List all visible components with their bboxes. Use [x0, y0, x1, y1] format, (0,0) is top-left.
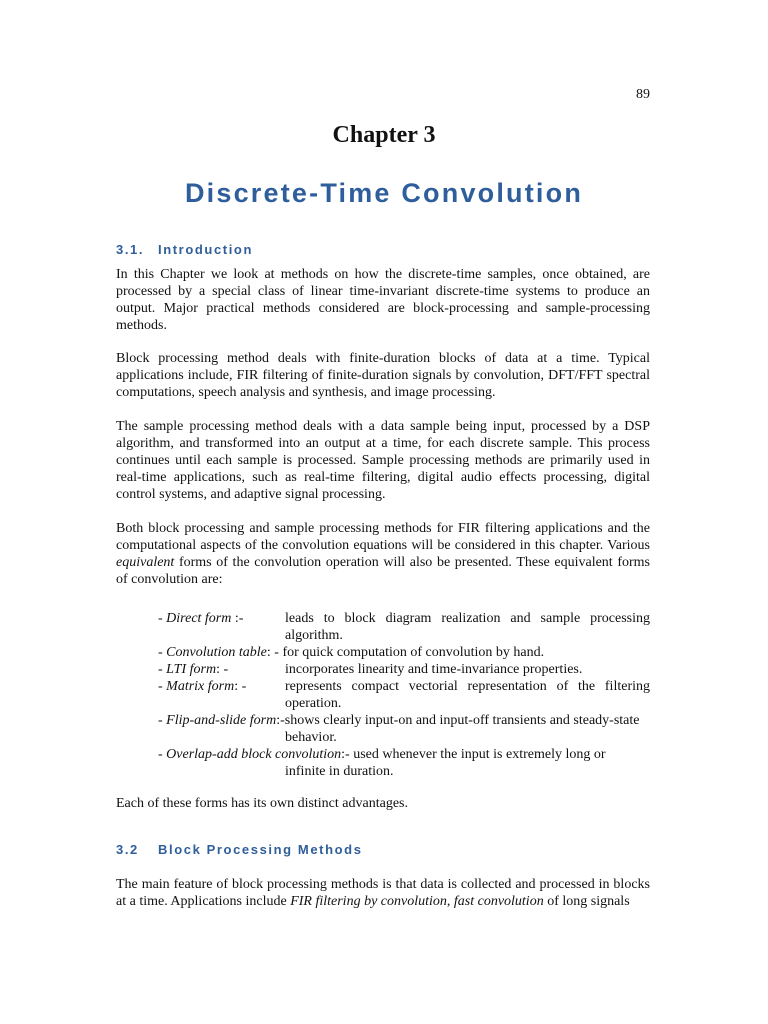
- forms-paragraph-emphasis: equivalent: [116, 555, 175, 570]
- intro-paragraph-2: Block processing method deals with finite-duration blocks of data at a time. Typical applications include, FIR filtering of finite-duration signals by convolution, DFT/FFT spectral computations, speech analysis and synthesis, and image processing.: [116, 351, 650, 400]
- form-description: for quick computation of convolution by hand.: [282, 645, 545, 660]
- emphasis-text: fast convolution: [453, 894, 544, 909]
- section-title: Block Processing Methods: [158, 842, 363, 857]
- form-term: - Convolution table: -: [158, 645, 283, 660]
- form-term: - Direct form :-: [158, 611, 244, 626]
- form-description: leads to block diagram realization and sample processing algorithm.: [285, 611, 650, 643]
- intro-paragraph-1: In this Chapter we look at methods on how the discrete-time samples, once obtained, are processed by a special class of linear time-invariant discrete-time systems to produce an output. Major practical methods considered are block-processing and sample-processing methods.: [116, 267, 650, 333]
- section-number: 3.2: [116, 842, 139, 857]
- form-description: represents compact vectorial representation of the filtering operation.: [285, 679, 650, 711]
- form-item-overlap-add: [158, 746, 650, 763]
- forms-paragraph: [116, 520, 650, 588]
- form-term: - Overlap-add block convolution:-: [158, 747, 354, 762]
- forms-closing: Each of these forms has its own distinct advantages.: [116, 796, 408, 811]
- form-description: used whenever the input is extremely long or: [353, 747, 606, 762]
- emphasis-text: FIR filtering by convolution: [290, 894, 447, 909]
- form-description-continued: behavior.: [285, 730, 337, 745]
- chapter-title: Discrete-Time Convolution: [184, 178, 584, 208]
- form-item-direct: [158, 610, 650, 644]
- form-item-lti: [158, 661, 650, 678]
- form-term: - LTI form: -: [158, 662, 229, 677]
- section-title: Introduction: [158, 242, 254, 257]
- section-heading-introduction: [116, 242, 253, 257]
- form-term: - Matrix form: -: [158, 679, 247, 694]
- form-item-flip-and-slide: [158, 712, 650, 729]
- form-term: - Flip-and-slide form:-: [158, 713, 285, 728]
- convolution-forms-list: [158, 610, 650, 780]
- section-heading-block-processing: [116, 842, 363, 857]
- block-processing-paragraph: The main feature of block processing methods is that data is collected and processed in blocks at a time. Applications include FIR filtering by convolution, fast convolution of long signals: [116, 877, 650, 909]
- intro-paragraph-3: The sample processing method deals with a data sample being input, processed by a DSP algorithm, and transformed into an output at a time, for each discrete sample. This process continues until each sample is processed. Sample processing methods are primarily used in real-time applications, such as real-time filtering, digital audio effects processing, digital control systems, and adaptive signal processing.: [116, 419, 650, 502]
- chapter-label: Chapter 3: [332, 122, 436, 148]
- form-item-matrix: [158, 678, 650, 712]
- form-description-continued: infinite in duration.: [285, 764, 394, 779]
- page-number: 89: [636, 87, 650, 102]
- form-description: shows clearly input-on and input-off transients and steady-state: [284, 713, 640, 728]
- form-description: incorporates linearity and time-invariance properties.: [285, 662, 583, 677]
- forms-paragraph-text: Both block processing and sample processing methods for FIR filtering applications and the computational aspects of the convolution equations will be considered in this chapter. Various: [116, 521, 650, 553]
- form-item-convolution-table: [158, 644, 650, 661]
- forms-paragraph-text: forms of the convolution operation will also be presented. These equivalent forms of convolution are:: [116, 555, 650, 587]
- section-number: 3.1.: [116, 242, 145, 257]
